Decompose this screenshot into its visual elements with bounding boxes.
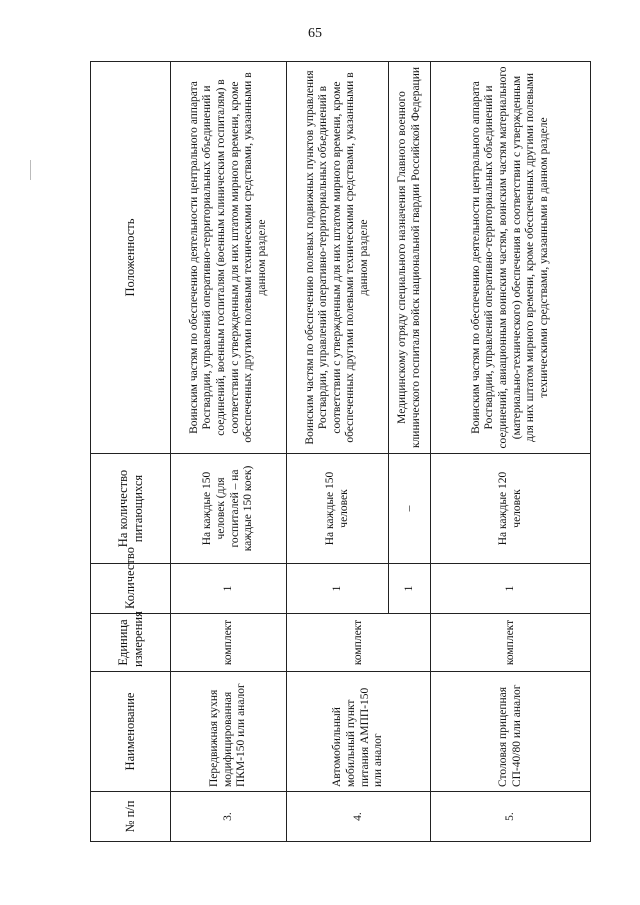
row-pol: Воинским частям по обеспечению деятельности центрального аппарата Росгвардии, управлений оперативно-территориальных объединений и соединений, военным госпиталям (военным клиническим госпиталям) в соответствии с утвержденным для них штатом мирного времени, кроме обеспеченных другими полевыми техническими средствами, указанными в данном разделе: [171, 62, 287, 454]
row-unit: комплект: [431, 614, 591, 672]
row-pol: Воинским частям по обеспечению деятельности центрального аппарата Росгвардии, управлений оперативно-территориальных объединений и соединений, авиационным воинским частям, воинским частям материального (материально-технического) обеспечения в соответствии с утвержденным для них штатом мирного времени, кроме обеспеченных другими полевыми техническими средствами, указанными в данном разделе: [431, 62, 591, 454]
positions-table: [90, 61, 591, 842]
header-num: № п/п: [91, 792, 171, 842]
table-row: [171, 62, 287, 842]
row-name: Автомобильный мобильный пункт питания АМПП-150 или аналог: [287, 672, 431, 792]
row-pol: Медицинскому отряду специального назначения Главного военного клинического госпиталя войск национальной гвардии Российской Федерации: [389, 62, 431, 454]
header-per: На количество питающихся: [91, 454, 171, 564]
scan-mark: [30, 160, 31, 180]
table-header-row: [91, 62, 171, 842]
rotated-table-wrapper: [90, 62, 590, 842]
row-num: 5.: [431, 792, 591, 842]
rotated-table-frame: [90, 62, 590, 842]
row-qty: 1: [389, 564, 431, 614]
row-num: 4.: [287, 792, 431, 842]
row-per: На каждые 150 человек: [287, 454, 389, 564]
row-per: На каждые 150 человек (для госпиталей – на каждые 150 коек): [171, 454, 287, 564]
row-name: Передвижная кухня модифицированная ПКМ-150 или аналог: [171, 672, 287, 792]
row-per: На каждые 120 человек: [431, 454, 591, 564]
row-name: Столовая прицепная СП-40/80 или аналог: [431, 672, 591, 792]
header-unit: Единица измерения: [91, 614, 171, 672]
row-qty: 1: [287, 564, 389, 614]
header-name: Наименование: [91, 672, 171, 792]
row-pol: Воинским частям по обеспечению полевых подвижных пунктов управления Росгвардии, управлений оперативно-территориальных объединений в соответствии с утвержденным для них штатом мирного времени, кроме обеспеченных другими полевыми техническими средствами, указанными в данном разделе: [287, 62, 389, 454]
row-num: 3.: [171, 792, 287, 842]
header-qty: Количество: [91, 564, 171, 614]
table-row: [287, 62, 389, 842]
row-qty: 1: [171, 564, 287, 614]
row-per: –: [389, 454, 431, 564]
row-unit: комплект: [287, 614, 431, 672]
page-number: 65: [308, 26, 322, 41]
table-row: [431, 62, 591, 842]
row-unit: комплект: [171, 614, 287, 672]
row-qty: 1: [431, 564, 591, 614]
header-pol: Положенность: [91, 62, 171, 454]
